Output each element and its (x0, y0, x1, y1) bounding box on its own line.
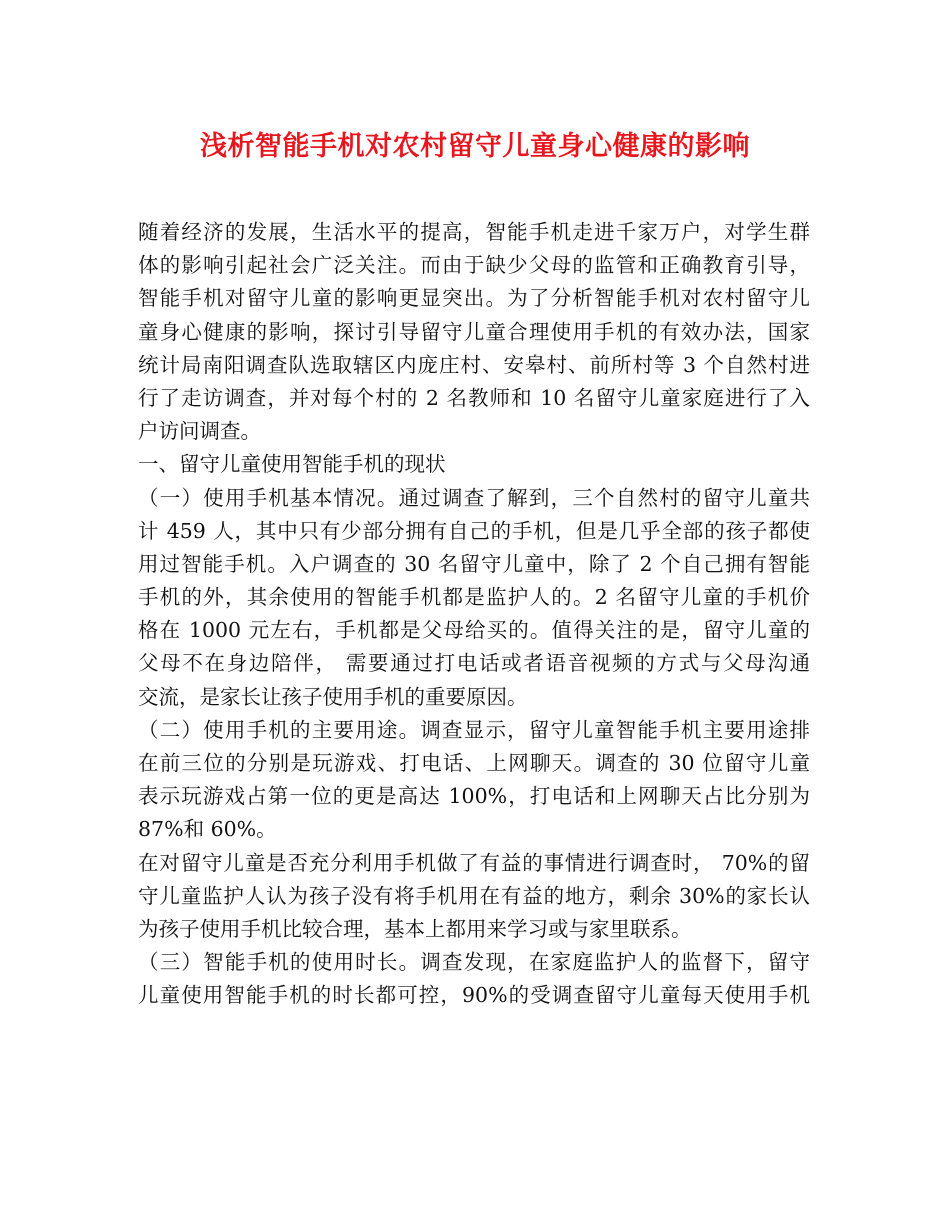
body-line: （一）使用手机基本情况。通过调查了解到，三个自然村的留守儿童共 (138, 485, 810, 510)
document-title: 浅析智能手机对农村留守儿童身心健康的影响 (200, 131, 750, 162)
body-line: 童身心健康的影响，探讨引导留守儿童合理使用手机的有效办法，国家 (138, 319, 810, 344)
body-line: 手机的外，其余使用的智能手机都是监护人的。2 名留守儿童的手机价 (138, 585, 810, 610)
body-line: 随着经济的发展，生活水平的提高，智能手机走进千家万户，对学生群 (138, 220, 810, 244)
body-line: 儿童使用智能手机的时长都可控，90%的受调查留守儿童每天使用手机 (138, 983, 810, 1008)
body-line: 统计局南阳调查队选取辖区内庞庄村、安皋村、前所村等 3 个自然村进 (138, 352, 810, 377)
body-line: 智能手机对留守儿童的影响更显突出。为了分析智能手机对农村留守儿 (138, 286, 810, 311)
body-line: 户访问调查。 (138, 419, 261, 444)
body-line: 在对留守儿童是否充分利用手机做了有益的事情进行调查时， 70%的留 (138, 850, 810, 875)
document-body (138, 216, 818, 1013)
body-line: 守儿童监护人认为孩子没有将手机用在有益的地方，剩余 30%的家长认 (138, 883, 810, 908)
body-line: 用过智能手机。入户调查的 30 名留守儿童中，除了 2 个自己拥有智能 (138, 551, 810, 576)
body-line: 为孩子使用手机比较合理，基本上都用来学习或与家里联系。 (138, 916, 692, 941)
body-line: 父母不在身边陪伴， 需要通过打电话或者语音视频的方式与父母沟通 (138, 651, 810, 676)
body-line: 体的影响引起社会广泛关注。而由于缺少父母的监管和正确教育引导， (138, 253, 810, 278)
body-line: （三）智能手机的使用时长。调查发现，在家庭监护人的监督下，留守 (138, 950, 810, 975)
body-line: 在前三位的分别是玩游戏、打电话、上网聊天。调查的 30 位留守儿童 (138, 751, 810, 775)
body-line: 行了走访调查，并对每个村的 2 名教师和 10 名留守儿童家庭进行了入 (138, 385, 810, 410)
body-line: 交流，是家长让孩子使用手机的重要原因。 (138, 684, 528, 709)
body-line: 格在 1000 元左右，手机都是父母给买的。值得关注的是，留守儿童的 (138, 618, 810, 643)
body-line: 计 459 人，其中只有少部分拥有自己的手机，但是几乎全部的孩子都使 (138, 518, 810, 543)
body-line: （二）使用手机的主要用途。调查显示，留守儿童智能手机主要用途排 (138, 717, 810, 742)
body-line: 表示玩游戏占第一位的更是高达 100%，打电话和上网聊天占比分别为 (138, 784, 810, 809)
section-heading: 一、留守儿童使用智能手机的现状 (138, 452, 446, 477)
body-line: 87%和 60%。 (138, 817, 277, 842)
